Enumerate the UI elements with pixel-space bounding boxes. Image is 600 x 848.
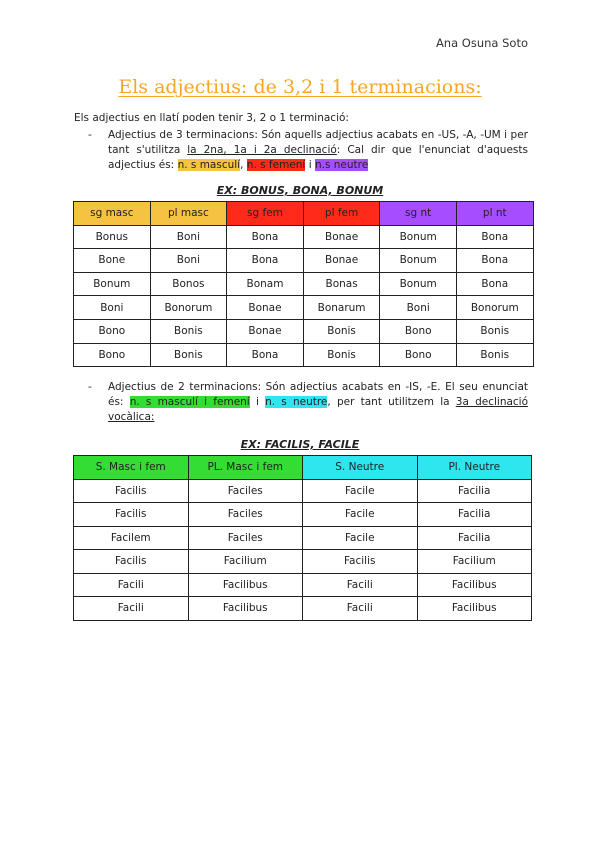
table-cell: Facilis (303, 550, 418, 574)
table-cell: Facile (303, 526, 418, 550)
table-row (74, 550, 532, 574)
header-sg-fem: sg fem (227, 202, 304, 226)
table-cell: Facilia (417, 503, 532, 527)
table-cell: Bonum (74, 272, 151, 296)
table-cell: Boni (74, 296, 151, 320)
table-row (74, 479, 532, 503)
table-cell: Bonae (227, 319, 304, 343)
text-part: , per tant utilitzem la (327, 396, 456, 408)
header-pl-nt: pl nt (456, 202, 533, 226)
header-pl-neutre: Pl. Neutre (417, 456, 532, 480)
table-row (74, 319, 534, 343)
table-cell: Bono (380, 343, 457, 367)
table-cell: Bonum (380, 225, 457, 249)
table-cell: Bonum (380, 249, 457, 273)
highlight-neuter: n. s neutre (265, 396, 328, 408)
table-cell: Facilis (74, 479, 189, 503)
bullet-dash: - (88, 381, 92, 393)
table-cell: Bona (227, 249, 304, 273)
table-row (74, 503, 532, 527)
bullet-two-terminations (88, 380, 528, 425)
header-sg-nt: sg nt (380, 202, 457, 226)
table-cell: Bone (74, 249, 151, 273)
table-cell: Bona (456, 249, 533, 273)
table-cell: Bonis (150, 319, 227, 343)
table-cell: Bonorum (456, 296, 533, 320)
bullet-three-terminations (88, 128, 528, 173)
highlight-feminine: n. s femení (246, 159, 306, 171)
table-cell: Bonae (303, 249, 380, 273)
table-cell: Bona (456, 225, 533, 249)
table-header-row (74, 202, 534, 226)
table-cell: Facilibus (417, 573, 532, 597)
text-part: Adjectius de 2 terminacions: Són adjectius acabats en -IS, -E. El seu enunciat és: (108, 381, 528, 408)
table-cell: Facili (74, 573, 189, 597)
table-cell: Facilium (417, 550, 532, 574)
table-row (74, 272, 534, 296)
author-name: Ana Osuna Soto (435, 36, 528, 50)
table-cell: Boni (150, 249, 227, 273)
text-part: : Cal dir que l'enunciat d'aquests adjectius és: (108, 144, 528, 171)
table-cell: Facilis (74, 550, 189, 574)
declension-reference: 3a declinació vocàlica: (108, 396, 529, 423)
highlight-masc-fem: n. s masculí i femení (129, 396, 250, 408)
table-cell: Bonam (227, 272, 304, 296)
table-cell: Faciles (188, 479, 303, 503)
header-s-neutre: S. Neutre (303, 456, 418, 480)
table-cell: Bona (227, 225, 304, 249)
table-row (74, 573, 532, 597)
table-cell: Bonis (150, 343, 227, 367)
table-cell: Bonum (380, 272, 457, 296)
table-row (74, 249, 534, 273)
header-pl-masc-fem: PL. Masc i fem (188, 456, 303, 480)
intro-paragraph: Els adjectius en llatí poden tenir 3, 2 o 1 terminació: (74, 112, 349, 124)
table-row (74, 526, 532, 550)
bullet-text (108, 380, 528, 425)
table-cell: Facile (303, 503, 418, 527)
title-text: Els adjectius: de 3,2 i 1 terminacions: (118, 76, 482, 98)
table-header-row (74, 456, 532, 480)
table-cell: Facili (303, 573, 418, 597)
table-cell: Bonus (74, 225, 151, 249)
table-cell: Bonos (150, 272, 227, 296)
table-cell: Bonorum (150, 296, 227, 320)
table-cell: Bona (456, 272, 533, 296)
table-cell: Bonas (303, 272, 380, 296)
table-row (74, 343, 534, 367)
table-cell: Bono (380, 319, 457, 343)
table-cell: Facilia (417, 526, 532, 550)
table-cell: Bono (74, 343, 151, 367)
table-facilis (73, 455, 532, 621)
table-cell: Facilibus (188, 573, 303, 597)
table-cell: Bonis (303, 319, 380, 343)
table-cell: Boni (150, 225, 227, 249)
bullet-text (108, 128, 528, 173)
table-cell: Bonis (456, 319, 533, 343)
table-cell: Bonarum (303, 296, 380, 320)
table-cell: Facile (303, 479, 418, 503)
table-cell: Bono (74, 319, 151, 343)
table-cell: Facilibus (188, 597, 303, 621)
table-cell: Faciles (188, 503, 303, 527)
table-cell: Facilem (74, 526, 189, 550)
text-part: , (240, 159, 247, 171)
header-pl-masc: pl masc (150, 202, 227, 226)
document-title (0, 76, 600, 98)
table-cell: Facili (303, 597, 418, 621)
highlight-neuter: n.s neutre (314, 159, 369, 171)
table-cell: Facilibus (417, 597, 532, 621)
header-sg-masc: sg masc (74, 202, 151, 226)
table-cell: Facili (74, 597, 189, 621)
table-cell: Facilia (417, 479, 532, 503)
table-row (74, 225, 534, 249)
bullet-dash: - (88, 129, 92, 141)
text-part: Adjectius de 3 terminacions: Són aquells adjectius acabats en -US, -A, -UM i per tant s'utilitza (108, 129, 528, 156)
table-cell: Facilis (74, 503, 189, 527)
table-cell: Bona (227, 343, 304, 367)
table-row (74, 597, 532, 621)
table-cell: Bonis (456, 343, 533, 367)
table-cell: Boni (380, 296, 457, 320)
highlight-masculine: n. s masculí (177, 159, 241, 171)
example-heading-facilis: EX: FACILIS, FACILE (240, 438, 360, 451)
text-part: i (249, 396, 266, 408)
header-pl-fem: pl fem (303, 202, 380, 226)
text-part: i (305, 159, 315, 171)
table-cell: Bonae (303, 225, 380, 249)
table-bonus (73, 201, 534, 367)
table-cell: Bonis (303, 343, 380, 367)
table-cell: Facilium (188, 550, 303, 574)
declension-reference: la 2na, 1a i 2a declinació (187, 144, 337, 156)
header-s-masc-fem: S. Masc i fem (74, 456, 189, 480)
table-row (74, 296, 534, 320)
table-cell: Bonae (227, 296, 304, 320)
example-heading-bonus: EX: BONUS, BONA, BONUM (216, 184, 384, 197)
table-cell: Faciles (188, 526, 303, 550)
